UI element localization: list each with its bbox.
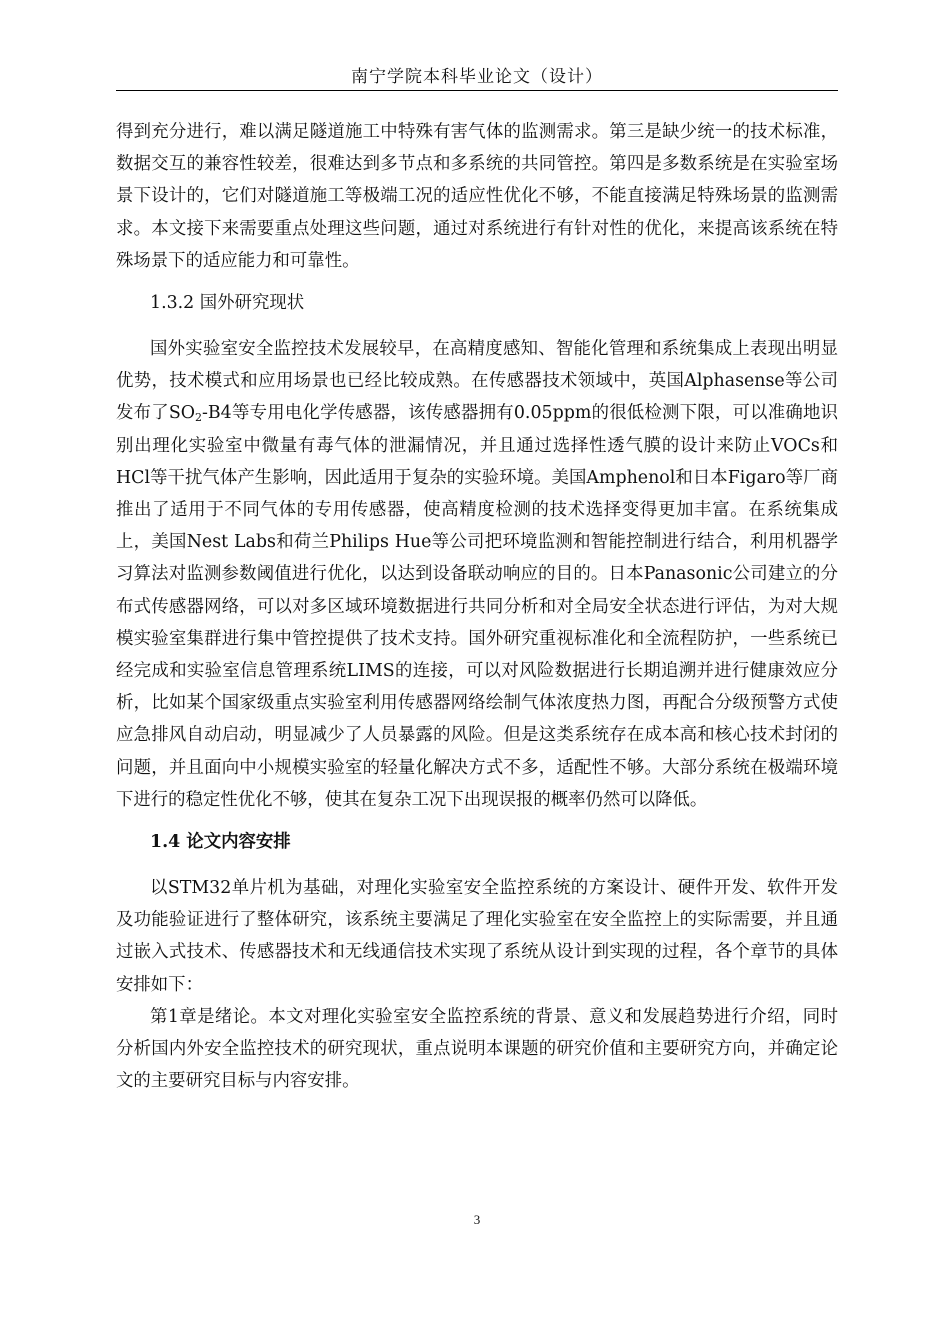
page-body	[116, 116, 838, 1097]
section-heading-1-3-2: 1.3.2 国外研究现状	[150, 293, 305, 314]
paragraph-continued: 得到充分进行，难以满足隧道施工中特殊有害气体的监测需求。第三是缺少统一的技术标准，数据交互的兼容性较差，很难达到多节点和多系统的共同管控。第四是多数系统是在实验室场景下设计的，它们对隧道施工等极端工况的适应性优化不够，不能直接满足特殊场景的监测需求。本文接下来需要重点处理这些问题，通过对系统进行有针对性的优化，来提高该系统在特殊场景下的适应能力和可靠性。	[116, 122, 838, 271]
running-header: 南宁学院本科毕业论文（设计）	[351, 67, 603, 87]
paragraph-chapter-1: 第1章是绪论。本文对理化实验室安全监控系统的背景、意义和发展趋势进行介绍，同时分析国内外安全监控技术的研究现状，重点说明本课题的研究价值和主要研究方向，并确定论文的主要研究目标与内容安排。	[116, 1006, 838, 1092]
paragraph-foreign-research	[116, 333, 838, 816]
section-heading-1-4: 1.4 论文内容安排	[150, 832, 291, 853]
page-number: 3	[473, 1212, 481, 1227]
paragraph-foreign-research-part1: 国外实验室安全监控技术发展较早，在高精度感知、智能化管理和系统集成上表现出明显优势，技术模式和应用场景也已经比较成熟。在传感器技术领域中，英国Alphasense等公司发布了SO	[116, 339, 838, 424]
paragraph-thesis-arrangement: 以STM32单片机为基础，对理化实验室安全监控系统的方案设计、硬件开发、软件开发及功能验证进行了整体研究，该系统主要满足了理化实验室在安全监控上的实际需要，并且通过嵌入式技术、传感器技术和无线通信技术实现了系统从设计到实现的过程，各个章节的具体安排如下：	[116, 878, 838, 995]
paragraph-foreign-research-part2: -B4等专用电化学传感器，该传感器拥有0.05ppm的很低检测下限，可以准确地识别出理化实验室中微量有毒气体的泄漏情况，并且通过选择性透气膜的设计来防止VOCs和HCl等干扰气体产生影响，因此适用于复杂的实验环境。美国Amphenol和日本Figaro等厂商推出了适用于不同气体的专用传感器，使高精度检测的技术选择变得更加丰富。在系统集成上，美国Nest Labs和荷兰Philips Hue等公司把环境监测和智能控制进行结合，利用机器学习算法对监测参数阈值进行优化，以达到设备联动响应的目的。日本Panasonic公司建立的分布式传感器网络，可以对多区域环境数据进行共同分析和对全局安全状态进行评估，为对大规模实验室集群进行集中管控提供了技术支持。国外研究重视标准化和全流程防护，一些系统已经完成和实验室信息管理系统LIMS的连接，可以对风险数据进行长期追溯并进行健康效应分析，比如某个国家级重点实验室利用传感器网络绘制气体浓度热力图，再配合分级预警方式使应急排风自动启动，明显减少了人员暴露的风险。但是这类系统存在成本高和核心技术封闭的问题，并且面向中小规模实验室的轻量化解决方式不多，适配性不够。大部分系统在极端环境下进行的稳定性优化不够，使其在复杂工况下出现误报的概率仍然可以降低。	[116, 403, 839, 810]
subscript-2: 2	[195, 411, 203, 425]
header-rule	[116, 90, 838, 91]
